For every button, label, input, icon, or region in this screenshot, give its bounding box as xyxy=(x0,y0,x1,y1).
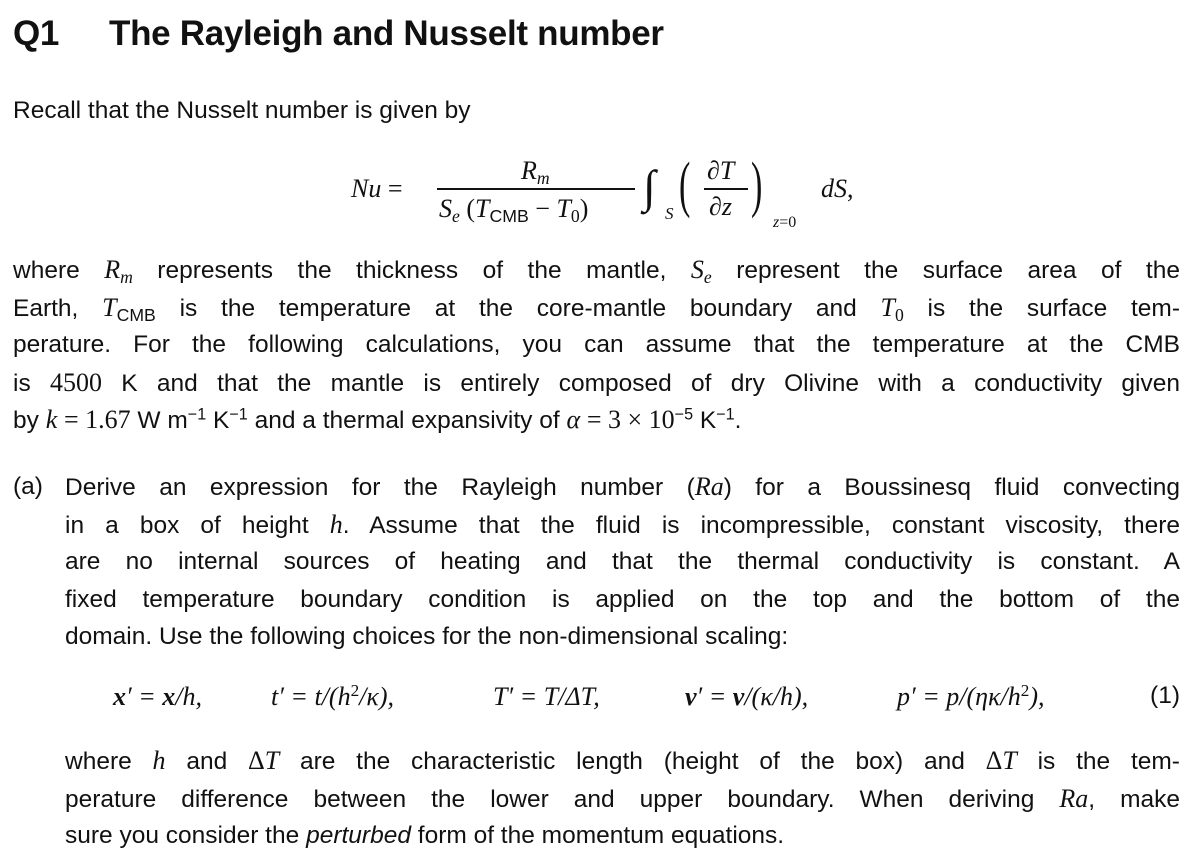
scaling-pressure: $p' = p/(\eta\kappa/h^2)$, xyxy=(897,681,1045,711)
fraction-bar xyxy=(437,188,635,190)
derivative-numerator: ∂T xyxy=(707,156,735,185)
evaluation-point: z=0 xyxy=(773,214,797,231)
integral-domain: S xyxy=(665,204,674,223)
equation-lhs: Nu = xyxy=(351,174,403,203)
derivative-bar xyxy=(704,188,748,190)
part-a-line-3: are no internal sources of heating and that the thermal conductivity is constant. A xyxy=(65,548,1180,575)
part-a-line-2: in a box of height h. Assume that the fluid is incompressible, constant viscosity, there xyxy=(65,509,1180,539)
left-paren: ( xyxy=(679,151,691,219)
scaling-time: $t' = t/(h^2/\kappa)$, xyxy=(271,681,395,711)
fraction-denominator: $S_e$ $(T_{CMB} - T_0)$ xyxy=(439,194,589,226)
section-title: The Rayleigh and Nusselt number xyxy=(109,14,664,53)
part-a-closing-line-1: where h and ΔT are the characteristic length (height of the box) and ΔT is the tem- xyxy=(65,746,1180,775)
equation-number: (1) xyxy=(1150,682,1180,709)
definitions-paragraph xyxy=(13,251,1180,439)
definitions-line-4: is 4500 K and that the mantle is entirely composed of dry Olivine with a conductivity given xyxy=(13,367,1180,397)
definitions-line-3: perature. For the following calculations, you can assume that the temperature at the CMB xyxy=(13,331,1180,358)
part-a-closing-line-3: sure you consider the perturbed form of the momentum equations. xyxy=(65,822,785,849)
fraction-numerator: $R_m$ xyxy=(521,156,550,188)
part-a-text xyxy=(65,468,1180,656)
derivative-denominator: ∂z xyxy=(709,192,732,221)
question-number: Q1 xyxy=(13,14,60,53)
part-a-line-1: Derive an expression for the Rayleigh number (Ra) for a Boussinesq fluid convecting xyxy=(65,472,1180,501)
integral-differential: dS, xyxy=(821,174,854,203)
intro-sentence: Recall that the Nusselt number is given by xyxy=(13,97,471,124)
definitions-line-5: by k = 1.67 W $m^{-1}$ $K^{-1}$ and a thermal expansivity of $\alpha = 3 \times 10^{-5}$ $K^{-1}$. xyxy=(13,405,742,434)
integral-sign: ∫ xyxy=(643,161,656,212)
part-a-label: (a) xyxy=(13,473,43,500)
definitions-line-2: Earth, $T_{CMB}$ is the temperature at the core-mantle boundary and $T_0$ is the surface tem- xyxy=(13,292,1180,325)
part-a-line-4: fixed temperature boundary condition is applied on the top and the bottom of the xyxy=(65,585,1180,613)
part-a-closing-line-2: perature difference between the lower and upper boundary. When deriving Ra, make xyxy=(65,783,1180,813)
scaling-position: x′ = x/h, xyxy=(113,682,202,711)
right-paren: ) xyxy=(751,151,763,219)
scaling-temperature: T′ = T/ΔT, xyxy=(493,682,600,711)
definitions-line-1: where $R_m$ represents the thickness of the mantle, $S_e$ represent the surface area of the xyxy=(13,255,1180,287)
part-a-line-5: domain. Use the following choices for the non-dimensional scaling: xyxy=(65,623,789,650)
part-a-closing-text xyxy=(65,742,1180,855)
section-heading xyxy=(13,14,664,54)
scaling-equation xyxy=(113,682,1180,722)
scaling-velocity: v′ = v/(κ/h), xyxy=(685,682,809,711)
